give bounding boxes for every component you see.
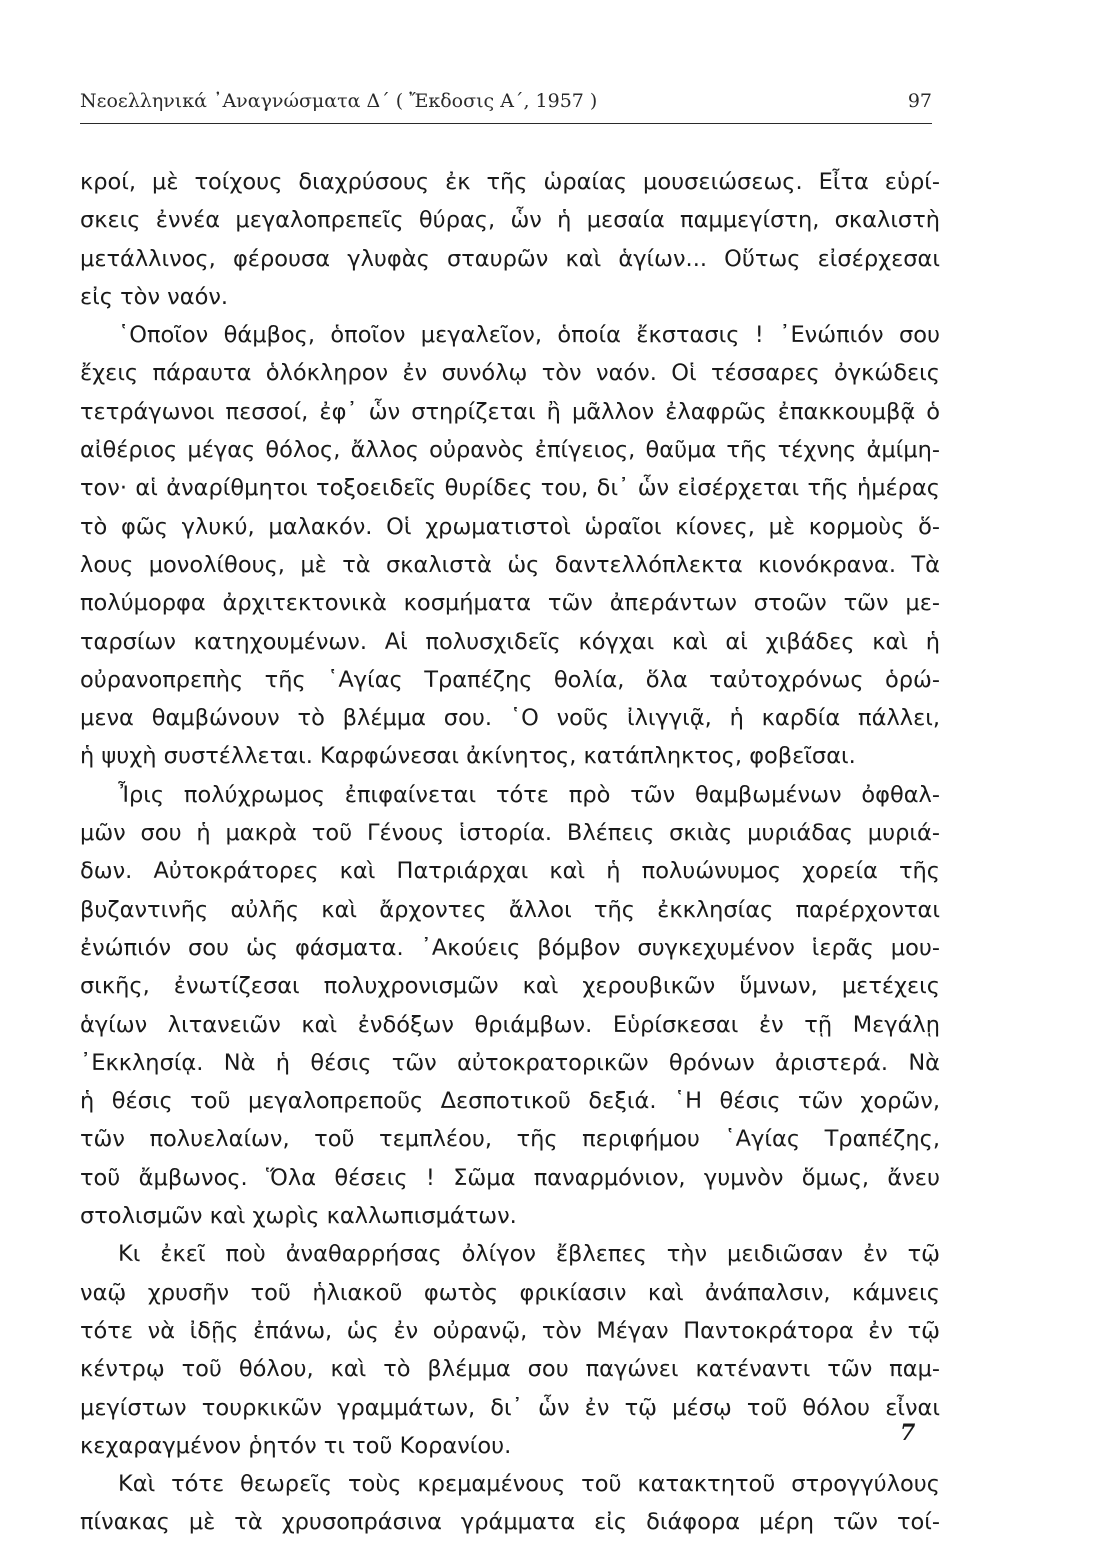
text-line: πολύμορφα ἀρχιτεκτονικὰ κοσμήματα τῶν ἀπεράντων στοῶν τῶν με- bbox=[80, 590, 940, 617]
text-line: ταρσίων κατηχουμένων. Αἱ πολυσχιδεῖς κόγχαι καὶ αἱ χιβάδες καὶ ἡ bbox=[80, 628, 940, 655]
running-title: Νεοελληνικά ᾿Αναγνώσματα Δ΄ ( Ἔκδοσις Α΄, 1957 ) bbox=[80, 90, 598, 112]
text-line: μετάλλινος, φέρουσα γλυφὰς σταυρῶν καὶ ἁγίων... Οὕτως εἰσέρχεσαι bbox=[80, 245, 940, 272]
text-line: μῶν σου ἡ μακρὰ τοῦ Γένους ἱστορία. Βλέπεις σκιὰς μυριάδας μυριά- bbox=[80, 820, 940, 847]
text-line: τὸ φῶς γλυκύ, μαλακόν. Οἱ χρωματιστοὶ ὡραῖοι κίονες, μὲ κορμοὺς ὅ- bbox=[80, 513, 940, 540]
text-line: κεχαραγμένον ῥητόν τι τοῦ Κορανίου. bbox=[80, 1432, 512, 1459]
text-line: μεγίστων τουρκικῶν γραμμάτων, δι᾿ ὧν ἐν τῷ μέσῳ τοῦ θόλου εἶναι bbox=[80, 1394, 940, 1421]
text-line: ῾Οποῖον θάμβος, ὁποῖον μεγαλεῖον, ὁποία ἔκστασις ! ᾿Ενώπιόν σου bbox=[118, 322, 940, 349]
text-line: πίνακας μὲ τὰ χρυσοπράσινα γράμματα εἰς διάφορα μέρη τῶν τοί- bbox=[80, 1509, 940, 1536]
text-line: ἡ θέσις τοῦ μεγαλοπρεποῦς Δεσποτικοῦ δεξιά. ῾Η θέσις τῶν χορῶν, bbox=[80, 1088, 940, 1115]
text-line: Ἶρις πολύχρωμος ἐπιφαίνεται τότε πρὸ τῶν θαμβωμένων ὀφθαλ- bbox=[118, 781, 940, 808]
text-line: βυζαντινῆς αὐλῆς καὶ ἄρχοντες ἄλλοι τῆς ἐκκλησίας παρέρχονται bbox=[80, 896, 940, 923]
text-line: Κι ἐκεῖ ποὺ ἀναθαρρήσας ὀλίγον ἔβλεπες τὴν μειδιῶσαν ἐν τῷ bbox=[118, 1241, 940, 1268]
text-line: στολισμῶν καὶ χωρὶς καλλωπισμάτων. bbox=[80, 1203, 517, 1230]
header-rule bbox=[80, 123, 932, 124]
text-line: ᾿Εκκλησίᾳ. Νὰ ἡ θέσις τῶν αὐτοκρατορικῶν θρόνων ἀριστερά. Νὰ bbox=[80, 1049, 940, 1076]
body-text bbox=[80, 163, 940, 1542]
text-line: τετράγωνοι πεσσοί, ἐφ᾿ ὧν στηρίζεται ἢ μᾶλλον ἐλαφρῶς ἐπακκουμβᾷ ὁ bbox=[80, 398, 940, 425]
text-line: ναῷ χρυσῆν τοῦ ἡλιακοῦ φωτὸς φρικίασιν καὶ ἀνάπαλσιν, κάμνεις bbox=[80, 1279, 940, 1306]
text-line: δων. Αὐτοκράτορες καὶ Πατριάρχαι καὶ ἡ πολυώνυμος χορεία τῆς bbox=[80, 858, 940, 885]
text-line: ἡ ψυχὴ συστέλλεται. Καρφώνεσαι ἀκίνητος, κατάπληκτος, φοβεῖσαι. bbox=[80, 743, 856, 770]
text-line: εἰς τὸν ναόν. bbox=[80, 283, 229, 310]
text-line: ἔχεις πάραυτα ὁλόκληρον ἐν συνόλῳ τὸν ναόν. Οἱ τέσσαρες ὀγκώδεις bbox=[80, 360, 940, 387]
page-number: 97 bbox=[907, 90, 932, 112]
text-line: τότε νὰ ἰδῇς ἐπάνω, ὡς ἐν οὐρανῷ, τὸν Μέγαν Παντοκράτορα ἐν τῷ bbox=[80, 1317, 940, 1344]
text-line: τοῦ ἄμβωνος. Ὅλα θέσεις ! Σῶμα παναρμόνιον, γυμνὸν ὅμως, ἄνευ bbox=[80, 1164, 940, 1191]
text-line: σικῆς, ἐνωτίζεσαι πολυχρονισμῶν καὶ χερουβικῶν ὕμνων, μετέχεις bbox=[80, 973, 940, 1000]
running-head bbox=[80, 86, 932, 116]
text-line: κέντρῳ τοῦ θόλου, καὶ τὸ βλέμμα σου παγώνει κατέναντι τῶν παμ- bbox=[80, 1356, 940, 1383]
text-line: σκεις ἐννέα μεγαλοπρεπεῖς θύρας, ὧν ἡ μεσαία παμμεγίστη, σκαλιστὴ bbox=[80, 207, 940, 234]
text-line: τον· αἱ ἀναρίθμητοι τοξοειδεῖς θυρίδες του, δι᾿ ὧν εἰσέρχεται τῆς ἡμέρας bbox=[80, 475, 940, 502]
text-line: Καὶ τότε θεωρεῖς τοὺς κρεμαμένους τοῦ κατακτητοῦ στρογγύλους bbox=[118, 1471, 940, 1498]
text-line: ἁγίων λιτανειῶν καὶ ἐνδόξων θριάμβων. Εὑρίσκεσαι ἐν τῇ Μεγάλῃ bbox=[80, 1011, 940, 1038]
text-line: λους μονολίθους, μὲ τὰ σκαλιστὰ ὡς δαντελλόπλεκτα κιονόκρανα. Τὰ bbox=[80, 551, 940, 578]
text-line: μενα θαμβώνουν τὸ βλέμμα σου. ῾Ο νοῦς ἰλιγγιᾷ, ἡ καρδία πάλλει, bbox=[80, 705, 940, 732]
text-line: αἰθέριος μέγας θόλος, ἄλλος οὐρανὸς ἐπίγειος, θαῦμα τῆς τέχνης ἀμίμη- bbox=[80, 437, 940, 464]
text-line: ἐνώπιόν σου ὡς φάσματα. ᾿Ακούεις βόμβον συγκεχυμένον ἱερᾶς μου- bbox=[80, 934, 940, 961]
text-line: οὐρανοπρεπὴς τῆς ῾Αγίας Τραπέζης θολία, ὅλα ταὐτοχρόνως ὁρώ- bbox=[80, 666, 940, 693]
signature-mark: 7 bbox=[900, 1420, 916, 1446]
text-line: κροί, μὲ τοίχους διαχρύσους ἐκ τῆς ὡραίας μουσειώσεως. Εἶτα εὑρί- bbox=[80, 169, 940, 195]
text-line: τῶν πολυελαίων, τοῦ τεμπλέου, τῆς περιφήμου ῾Αγίας Τραπέζης, bbox=[80, 1126, 940, 1153]
